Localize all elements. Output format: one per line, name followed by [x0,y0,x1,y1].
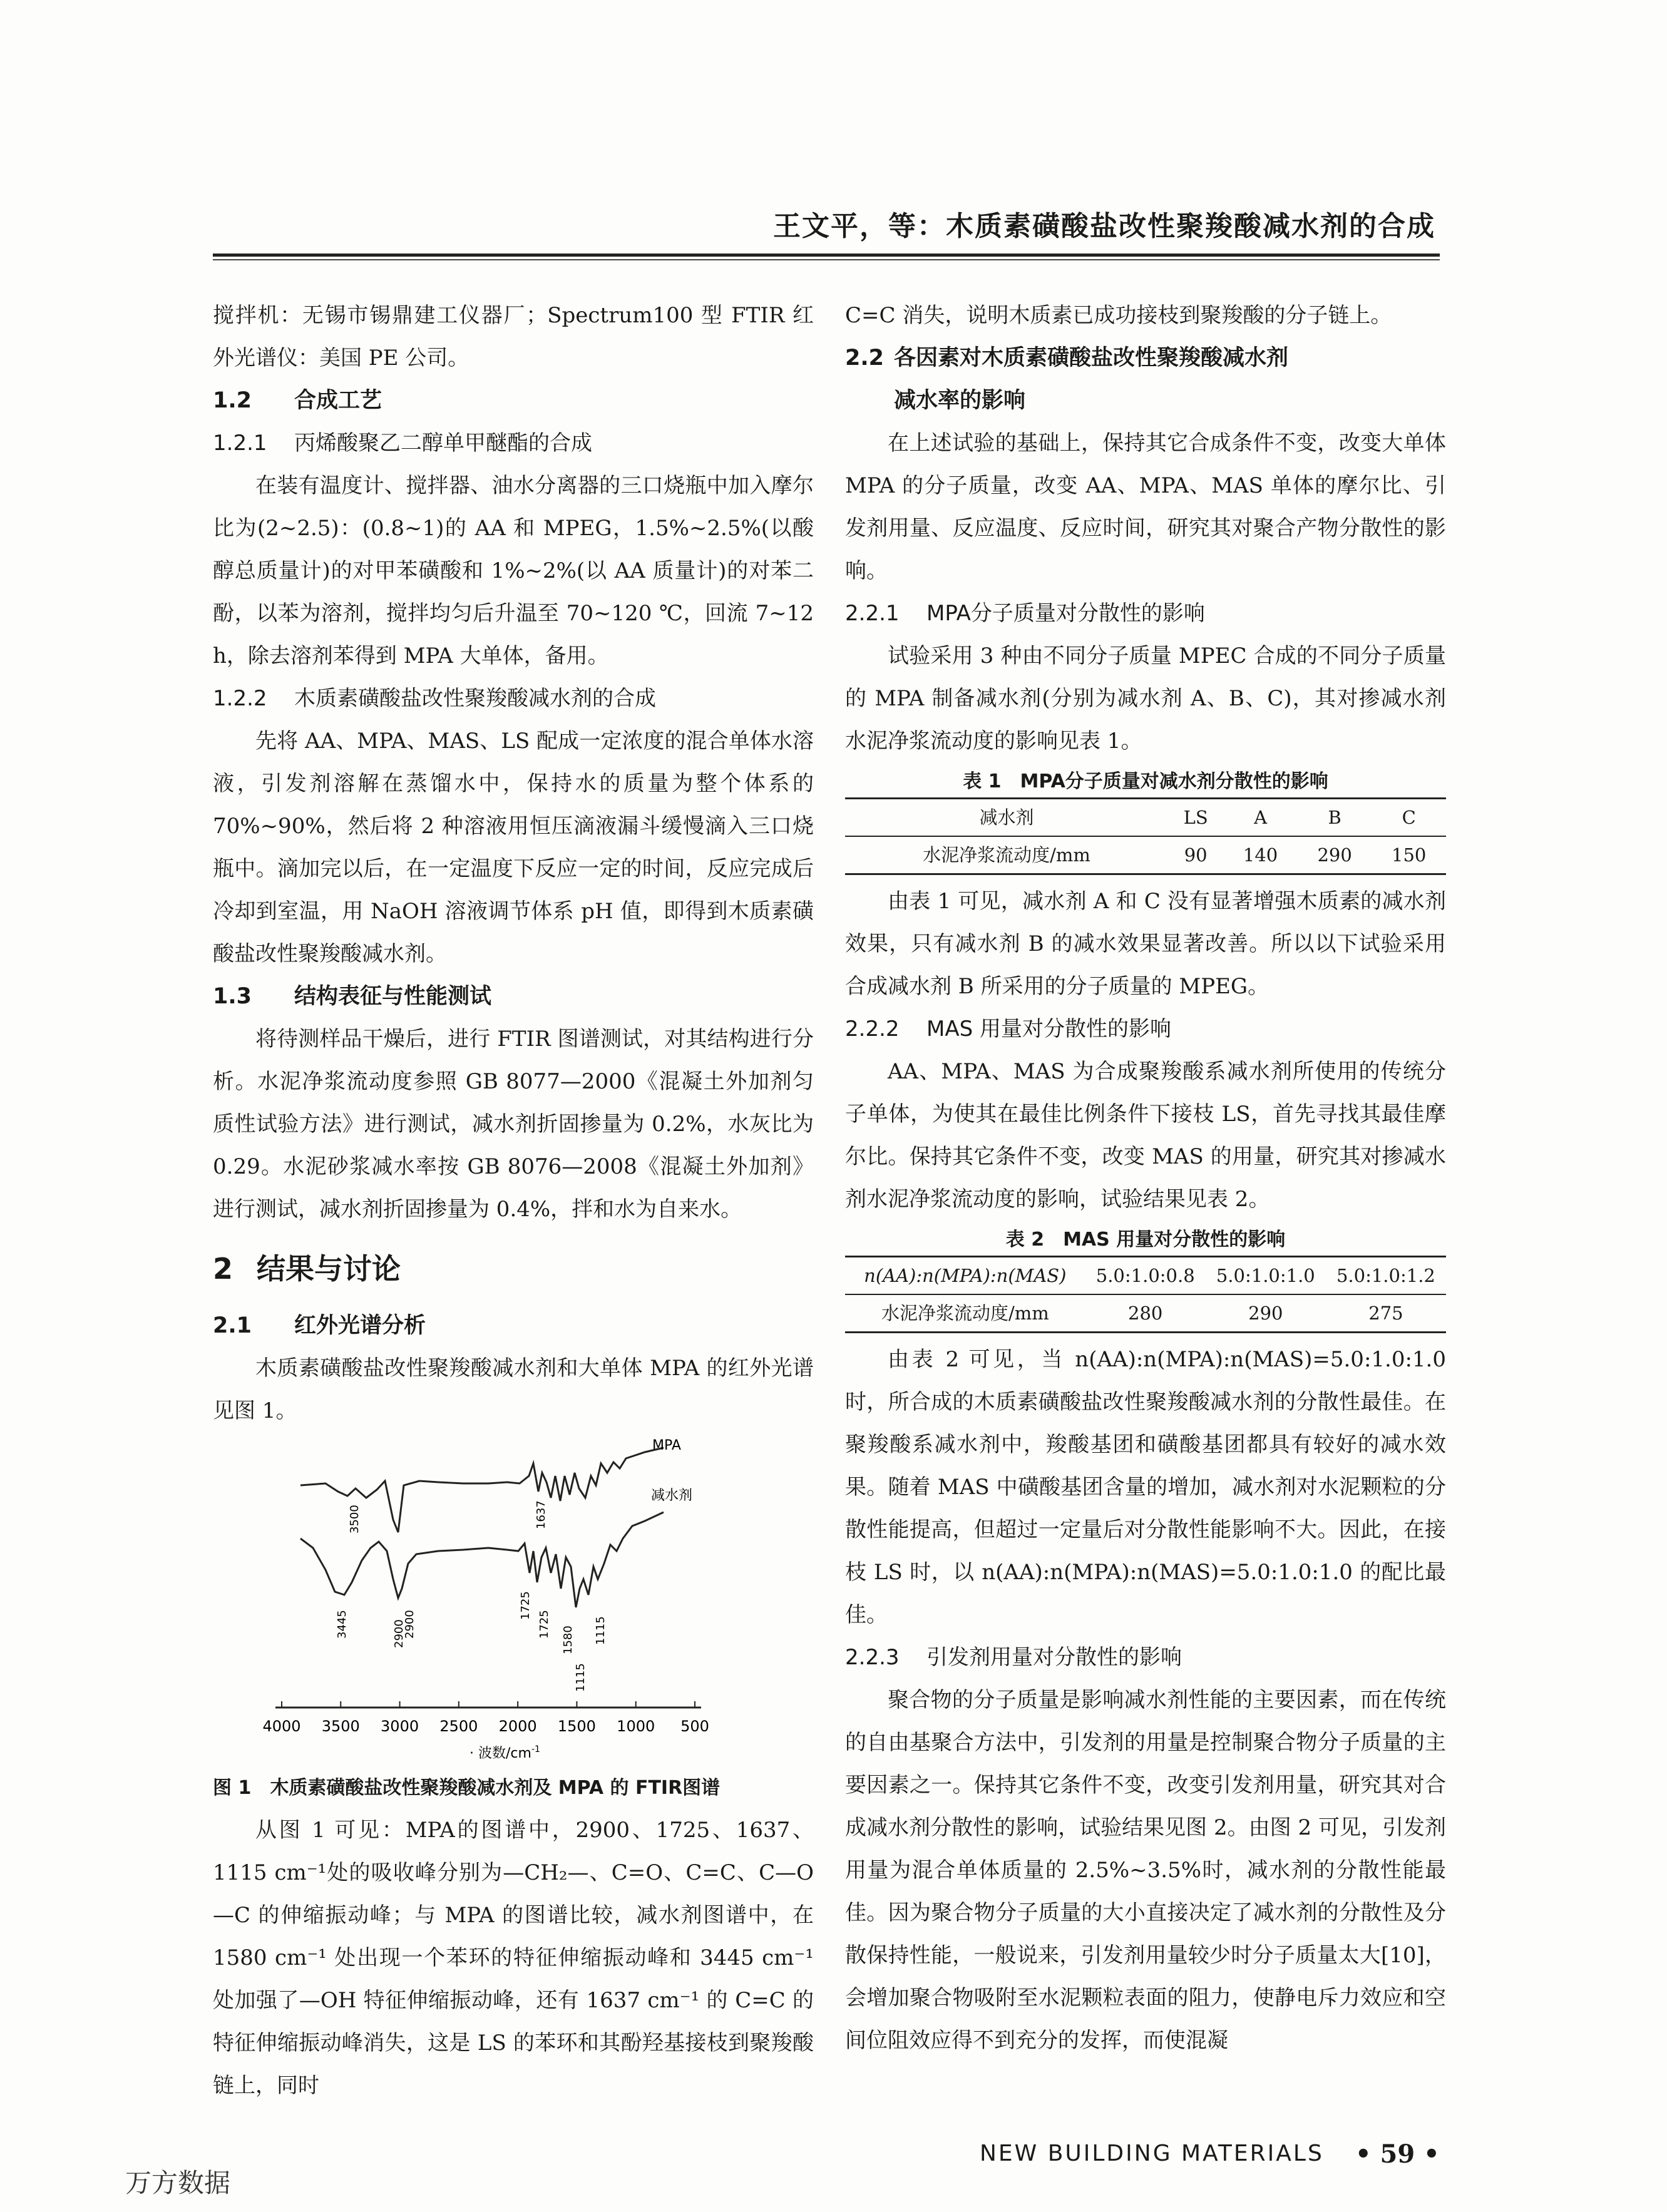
paragraph: 将待测样品干燥后，进行 FTIR 图谱测试，对其结构进行分析。水泥净浆流动度参照 GB 8077—2000《混凝土外加剂匀质性试验方法》进行测试，减水剂折固掺量为 0.2%，水灰比为 0.29。水泥砂浆减水率按 GB 8076—2008《混凝土外加剂》进行测试，减水剂折固掺量为 0.4%，拌和水为自来水。 [213,1027,814,1222]
paragraph: 从图 1 可见：MPA的图谱中，2900、1725、1637、1115 cm⁻¹处的吸收峰分别为—CH₂—、C=O、C=C、C—O—C 的伸缩振动峰；与 MPA 的图谱比较，减水剂图谱中，在 1580 cm⁻¹ 处出现一个苯环的特征伸缩振动峰和 3445 cm⁻¹ 处加强了—OH 特征伸缩振动峰，还有 1637 cm⁻¹ 的 C=C 的特征伸缩振动峰消失，这是 LS 的苯环和其酚羟基接枝到聚羧酸链上，同时 [213,1818,814,2098]
paragraph: C=C 消失，说明木质素已成功接枝到聚羧酸的分子链上。 [845,303,1392,328]
table-row [845,1294,1446,1333]
section-heading-1-2 [213,379,814,422]
section-heading-1-2-1 [213,422,814,464]
figure-caption: 图 1 木质素磺酸盐改性聚羧酸减水剂及 MPA 的 FTIR图谱 [213,1777,721,1799]
table-cell: 5.0:1.0:1.0 [1206,1257,1326,1295]
section-title: MPA分子质量对分散性的影响 [926,601,1205,626]
right-column [845,294,1446,2062]
peak-label: 2900 [403,1610,416,1639]
section-title: 结果与讨论 [257,1252,401,1286]
section-heading-2-2 [845,337,1446,379]
table-cell: 275 [1326,1294,1446,1333]
wanfang-watermark: 万方数据 [125,2168,231,2198]
table-2 [845,1256,1446,1333]
page-number: • 59 • [1355,2139,1440,2169]
x-axis-label-sup: -1 [531,1744,540,1754]
table-cell: 水泥净浆流动度/mm [845,836,1168,874]
mpa-series-label: MPA [652,1438,681,1453]
table-cell: 290 [1298,836,1372,874]
x-axis-label-text: 波数/cm [478,1746,531,1761]
paragraph: 聚合物的分子质量是影响减水剂性能的主要因素，而在传统的自由基聚合方法中，引发剂的用量是控制聚合物分子质量的主要因素之一。保持其它条件不变，改变引发剂用量，研究其对合成减水剂分散性的影响，试验结果见图 2。由图 2 可见，引发剂用量为混合单体质量的 2.5%~3.5%时，减水剂的分散性能最佳。因为聚合物分子质量的大小直接决定了减水剂的分散性及分散保持性能，一般说来，引发剂用量较少时分子质量太大[10]，会增加聚合物吸附至水泥颗粒表面的阻力，使静电斥力效应和空间位阻效应得不到充分的发挥，而使混凝 [845,1687,1446,2053]
header-rule-thin [213,259,1440,260]
x-axis-ticks [262,1701,709,1735]
table-cell: 5.0:1.0:1.2 [1326,1257,1446,1295]
peak-label: 1115 [574,1663,587,1692]
ftir-spectrum-plot [213,1438,814,1764]
journal-name: NEW BUILDING MATERIALS [980,2141,1324,2166]
section-heading-2-2-cont: 减水率的影响 [894,388,1026,413]
paragraph: 在上述试验的基础上，保持其它合成条件不变，改变大单体 MPA 的分子质量，改变 AA、MPA、MAS 单体的摩尔比、引发剂用量、反应温度、反应时间，研究其对聚合产物分散性的影响。 [845,431,1446,583]
x-axis-label-bullet: · [469,1746,478,1761]
table-cell: LS [1168,799,1223,837]
x-tick-label: 4000 [262,1718,301,1735]
section-title: 木质素磺酸盐改性聚羧酸减水剂的合成 [294,686,656,711]
section-title: 丙烯酸聚乙二醇单甲醚酯的合成 [294,431,592,456]
table-cell: 减水剂 [845,799,1168,837]
peak-label: 1725 [519,1591,532,1620]
section-number: 1.3 [213,984,252,1009]
section-heading-2 [213,1247,814,1291]
section-title: 结构表征与性能测试 [294,984,492,1009]
x-tick-label: 1500 [557,1718,596,1735]
section-heading-1-3 [213,975,814,1018]
paragraph: 在装有温度计、搅拌器、油水分离器的三口烧瓶中加入摩尔比为(2~2.5)：(0.8~1)的 AA 和 MPEG，1.5%~2.5%(以酸醇总质量计)的对甲苯磺酸和 1%~2%(以 AA 质量计)的对苯二酚，以苯为溶剂，搅拌均匀后升温至 70~120 ℃，回流 7~12 h，除去溶剂苯得到 MPA 大单体，备用。 [213,473,814,668]
paragraph: 试验采用 3 种由不同分子质量 MPEC 合成的不同分子质量的 MPA 制备减水剂(分别为减水剂 A、B、C)，其对掺减水剂水泥净浆流动度的影响见表 1。 [845,643,1446,754]
header-rule [213,253,1440,257]
running-header: 王文平，等：木质素磺酸盐改性聚羧酸减水剂的合成 [773,210,1435,242]
section-number: 2 [213,1252,233,1286]
table-caption: 表 2 MAS 用量对分散性的影响 [1005,1229,1286,1251]
section-title: MAS 用量对分散性的影响 [926,1016,1171,1042]
section-number: 1.2.2 [213,686,267,711]
paragraph: 木质素磺酸盐改性聚羧酸减水剂和大单体 MPA 的红外光谱见图 1。 [213,1356,814,1423]
table-cell: 90 [1168,836,1223,874]
paragraph: 由表 2 可见，当 n(AA):n(MPA):n(MAS)=5.0:1.0:1.0 时，所合成的木质素磺酸盐改性聚羧酸减水剂的分散性最佳。在聚羧酸系减水剂中，羧酸基团和磺酸基团都具有较好的减水效果。随着 MAS 中磺酸基团含量的增加，减水剂对水泥颗粒的分散性能提高，但超过一定量后对分散性能影响不大。因此，在接枝 LS 时，以 n(AA):n(MPA):n(MAS)=5.0:1.0:1.0 的配比最佳。 [845,1347,1446,1627]
peak-label: 1725 [538,1610,551,1639]
table-cell: C [1372,799,1446,837]
x-tick-label: 500 [680,1718,709,1735]
table-header-row [845,1257,1446,1295]
section-heading-2-2-3 [845,1636,1446,1679]
table-cell: 140 [1223,836,1298,874]
x-tick-label: 2500 [439,1718,478,1735]
table-header-row [845,799,1446,837]
ftir-figure [213,1438,814,1764]
left-column [213,294,814,2107]
paragraph: AA、MPA、MAS 为合成聚羧酸系减水剂所使用的传统分子单体，为使其在最佳比例条件下接枝 LS，首先寻找其最佳摩尔比。保持其它条件不变，改变 MAS 的用量，研究其对掺减水剂水泥净浆流动度的影响，试验结果见表 2。 [845,1059,1446,1212]
table-cell: 5.0:1.0:0.8 [1085,1257,1206,1295]
paragraph: 先将 AA、MPA、MAS、LS 配成一定浓度的混合单体水溶液，引发剂溶解在蒸馏水中，保持水的质量为整个体系的 70%~90%，然后将 2 种溶液用恒压滴液漏斗缓慢滴入三口烧瓶中。滴加完以后，在一定温度下反应一定的时间，反应完成后冷却到室温，用 NaOH 溶液调节体系 pH 值，即得到木质素磺酸盐改性聚羧酸减水剂。 [213,729,814,966]
x-tick-label: 3000 [381,1718,419,1735]
x-tick-label: 2000 [498,1718,537,1735]
section-title: 合成工艺 [294,388,382,413]
section-number: 2.2 [845,346,885,371]
peak-label: 2900 [392,1619,406,1648]
table-row [845,836,1446,874]
section-number: 2.2.1 [845,601,900,626]
section-title: 红外光谱分析 [294,1313,426,1338]
section-number: 1.2.1 [213,431,267,456]
peak-label: 1580 [562,1626,575,1654]
paragraph: 搅拌机：无锡市锡鼎建工仪器厂；Spectrum100 型 FTIR 红外光谱仪：美国 PE 公司。 [213,303,814,371]
x-tick-label: 3500 [321,1718,360,1735]
section-title: 引发剂用量对分散性的影响 [926,1645,1182,1670]
peak-label: 1115 [594,1616,607,1645]
peak-label: 1637 [535,1500,548,1529]
section-heading-2-1 [213,1304,814,1347]
table-cell: A [1223,799,1298,837]
table-cell: 290 [1206,1294,1326,1333]
table-1 [845,797,1446,875]
table-cell: 水泥净浆流动度/mm [845,1294,1085,1333]
section-heading-1-2-2 [213,677,814,720]
section-title: 各因素对木质素磺酸盐改性聚羧酸减水剂 [894,346,1289,371]
peak-label: 3500 [348,1505,361,1534]
table-caption: 表 1 MPA分子质量对减水剂分散性的影响 [963,771,1328,792]
table-cell: 280 [1085,1294,1206,1333]
table-cell: B [1298,799,1372,837]
section-heading-2-2-1 [845,592,1446,635]
section-number: 1.2 [213,388,252,413]
table-cell: 150 [1372,836,1446,874]
section-number: 2.2.2 [845,1016,900,1042]
x-axis-label [469,1744,540,1761]
reducer-series-label: 减水剂 [651,1488,693,1503]
section-number: 2.2.3 [845,1645,900,1670]
section-heading-2-2-2 [845,1008,1446,1050]
table-cell: n(AA):n(MPA):n(MAS) [845,1257,1085,1295]
x-tick-label: 1000 [617,1718,655,1735]
paragraph: 由表 1 可见，减水剂 A 和 C 没有显著增强木质素的减水剂效果，只有减水剂 B 的减水效果显著改善。所以以下试验采用合成减水剂 B 所采用的分子质量的 MPEG。 [845,889,1446,999]
peak-label: 3445 [336,1610,349,1639]
section-number: 2.1 [213,1313,252,1338]
